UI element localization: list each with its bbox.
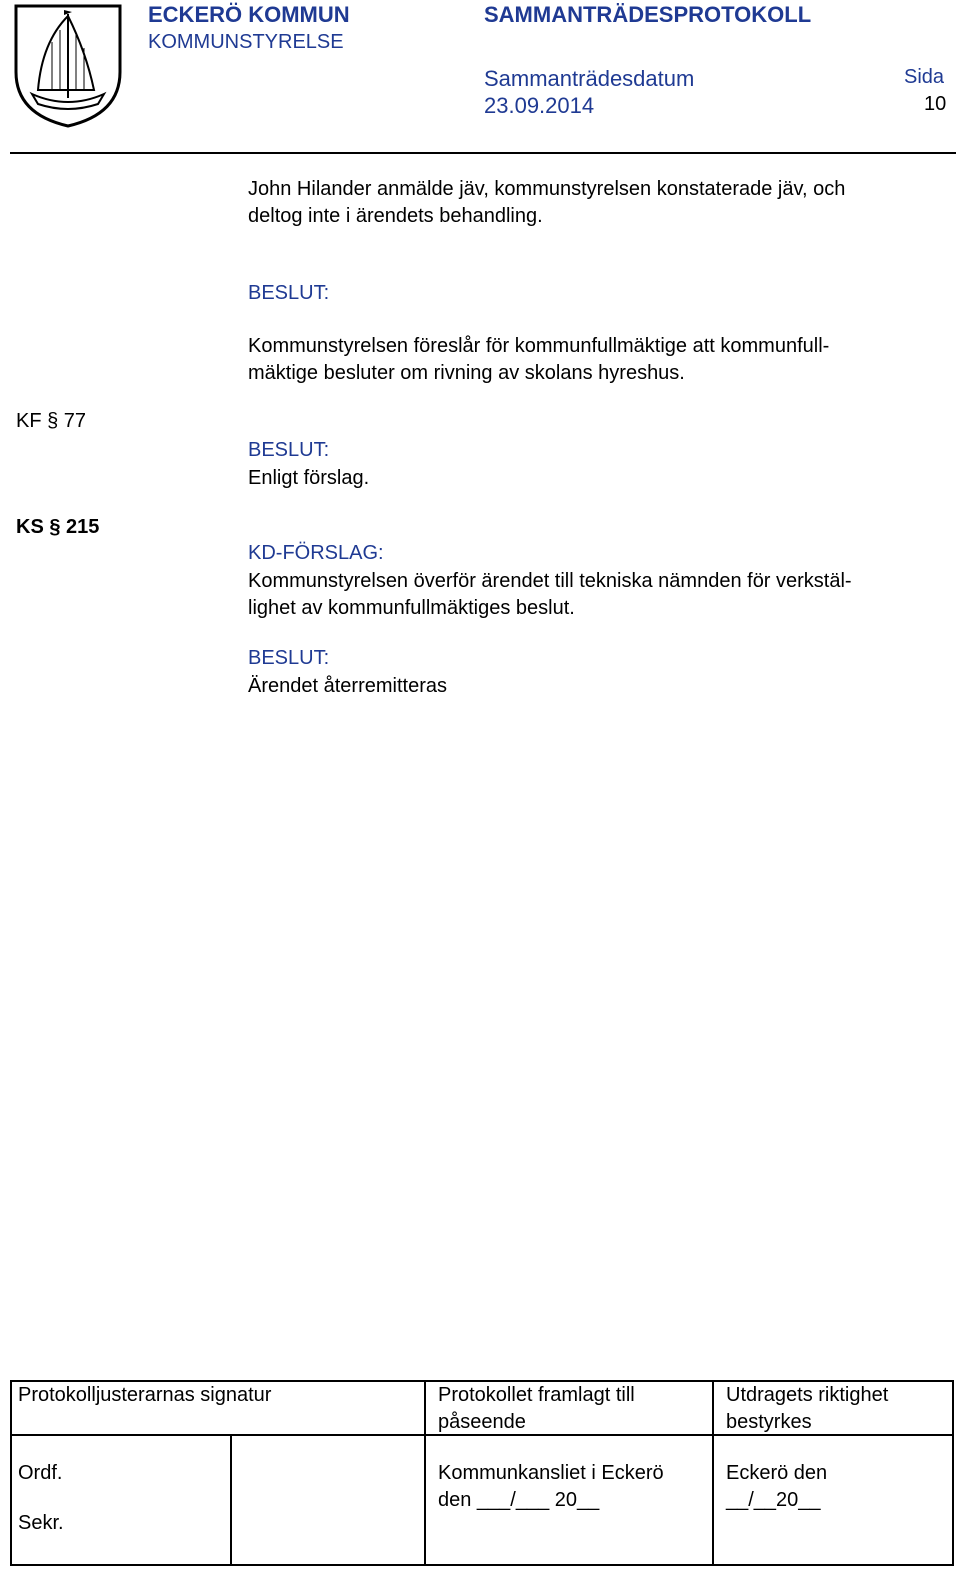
footer-display-location-line: Kommunkansliet i Eckerö	[438, 1462, 664, 1484]
page-number: 10	[924, 93, 947, 115]
decision-text: Enligt förslag.	[248, 467, 370, 489]
municipality-coat-of-arms-logo	[12, 2, 124, 130]
kd-proposal-line: lighet av kommunfullmäktiges beslut.	[248, 597, 575, 619]
kd-proposal-heading: KD-FÖRSLAG:	[248, 542, 384, 564]
footer-col-divider	[424, 1382, 426, 1564]
footer-display-header-line: påseende	[438, 1411, 526, 1433]
footer-certified-header-line: Utdragets riktighet	[726, 1384, 889, 1406]
organization-name: ECKERÖ KOMMUN	[148, 2, 350, 27]
footer-certified-location	[726, 1460, 827, 1514]
meeting-date-label: Sammanträdesdatum	[484, 66, 695, 91]
document-type: SAMMANTRÄDESPROTOKOLL	[484, 2, 812, 27]
kf-reference: KF § 77	[16, 410, 87, 432]
footer-display-header-line: Protokollet framlagt till	[438, 1384, 635, 1406]
meeting-date: 23.09.2014	[484, 93, 595, 118]
intro-line: deltog inte i ärendets behandling.	[248, 205, 543, 227]
footer-signature-divider	[230, 1436, 232, 1564]
signature-footer-table	[10, 1380, 954, 1566]
footer-display-date: den ___/___ 20__	[438, 1489, 600, 1511]
footer-certified-location-line: Eckerö den	[726, 1462, 828, 1484]
decision-heading: BESLUT:	[248, 282, 330, 304]
intro-paragraph	[248, 176, 845, 230]
page-label: Sida	[904, 66, 945, 88]
ks-reference: KS § 215	[16, 516, 100, 538]
organization-body: KOMMUNSTYRELSE	[148, 31, 344, 53]
footer-display-location	[438, 1460, 664, 1514]
kd-proposal-line: Kommunstyrelsen överför ärendet till tekniska nämnden för verkstäl-	[248, 570, 852, 592]
secretary-label: Sekr.	[18, 1512, 64, 1534]
decision-line: mäktige besluter om rivning av skolans hyreshus.	[248, 362, 685, 384]
chairman-label: Ordf.	[18, 1462, 63, 1484]
footer-col-divider	[712, 1382, 714, 1564]
footer-display-header	[438, 1382, 635, 1436]
footer-signature-header: Protokolljusterarnas signatur	[18, 1384, 272, 1406]
decision-heading: BESLUT:	[248, 647, 330, 669]
footer-certified-header	[726, 1382, 888, 1436]
footer-certified-date: __/__20__	[726, 1489, 821, 1511]
footer-certified-header-line: bestyrkes	[726, 1411, 812, 1433]
decision-line: Kommunstyrelsen föreslår för kommunfullmäktige att kommunfull-	[248, 335, 830, 357]
intro-line: John Hilander anmälde jäv, kommunstyrelsen konstaterade jäv, och	[248, 178, 846, 200]
decision-paragraph	[248, 333, 829, 387]
decision-heading: BESLUT:	[248, 439, 330, 461]
kd-proposal-paragraph	[248, 568, 852, 622]
header-divider	[10, 152, 956, 154]
decision-text: Ärendet återremitteras	[248, 675, 447, 697]
